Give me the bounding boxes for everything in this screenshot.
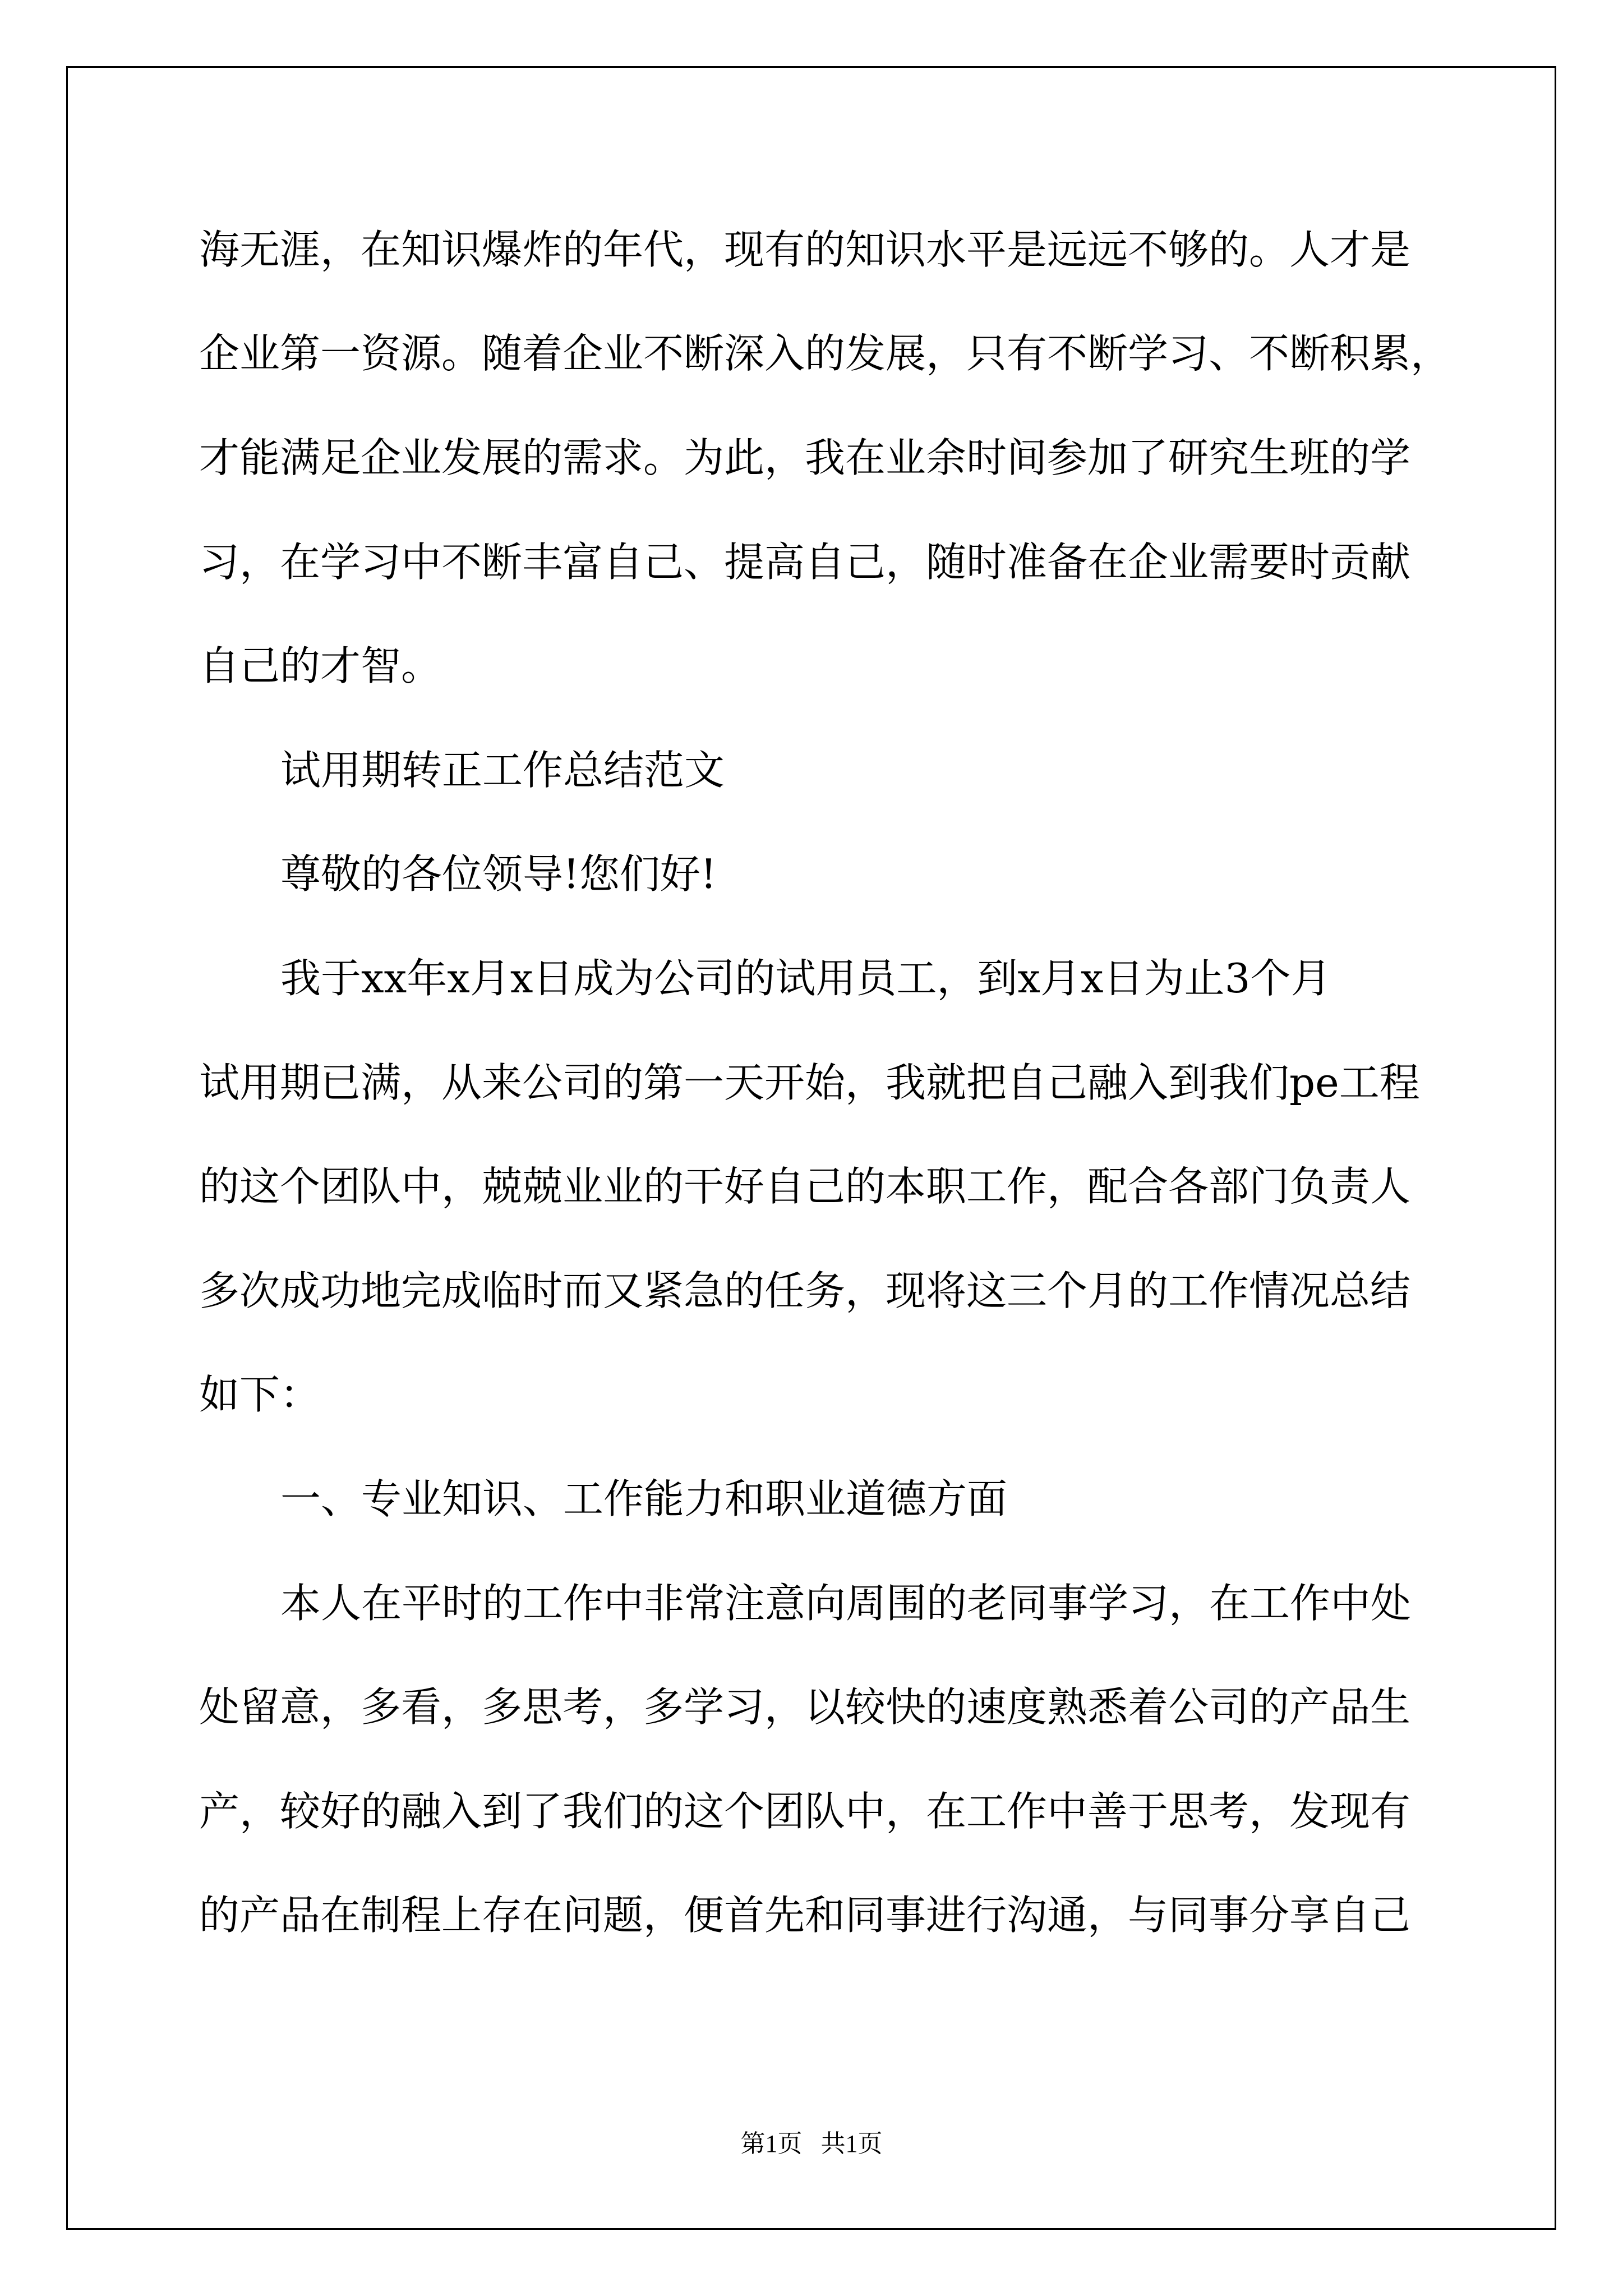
text-line: 产，较好的融入到了我们的这个团队中，在工作中善于思考，发现有 [199,1788,1411,1835]
page-footer: 第1页 共1页 [740,2130,883,2157]
text-line: 多次成功地完成临时而又紧急的任务，现将这三个月的工作情况总结 [199,1267,1411,1314]
text-line: 试用期已满，从来公司的第一天开始，我就把自己融入到我们pe工程 [199,1059,1420,1106]
text-line: 处留意，多看，多思考，多学习，以较快的速度熟悉着公司的产品生 [199,1683,1411,1731]
text-line: 习，在学习中不断丰富自己、提高自己，随时准备在企业需要时贡献 [199,539,1411,586]
text-line: 如下： [199,1371,321,1418]
text-line: 本人在平时的工作中非常注意向周围的老同事学习，在工作中处 [280,1580,1412,1627]
section-title: 试用期转正工作总结范文 [280,747,725,794]
text-line: 才能满足企业发展的需求。为此，我在业余时间参加了研究生班的学 [199,434,1411,481]
subheading: 一、专业知识、工作能力和职业道德方面 [280,1475,1008,1522]
text-line: 的这个团队中，兢兢业业的干好自己的本职工作，配合各部门负责人 [199,1163,1411,1210]
salutation: 尊敬的各位领导!您们好! [280,850,717,898]
text-line: 海无涯，在知识爆炸的年代，现有的知识水平是远远不够的。人才是 [199,226,1411,273]
text-line: 自己的才智。 [199,642,442,689]
text-line: 企业第一资源。随着企业不断深入的发展，只有不断学习、不断积累， [199,330,1451,377]
text-line: 我于xx年x月x日成为公司的试用员工，到x月x日为止3个月 [280,955,1331,1002]
text-line: 的产品在制程上存在问题，便首先和同事进行沟通，与同事分享自己 [199,1892,1411,1939]
